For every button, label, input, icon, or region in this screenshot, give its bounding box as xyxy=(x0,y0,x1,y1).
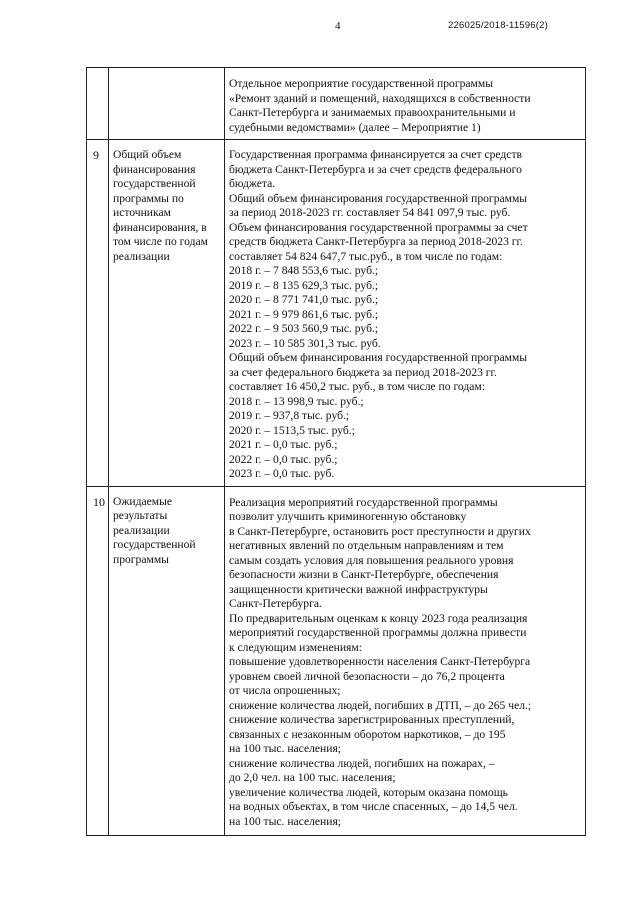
text-line: Государственная программа финансируется за счет средств xyxy=(229,148,522,161)
row-value xyxy=(225,487,585,836)
text-line: к следующим изменениям: xyxy=(229,640,362,654)
text-line: до 2,0 чел. на 100 тыс. населения; xyxy=(229,771,396,784)
text-line: на водных объектах, в том числе спасенных, – до 14,5 чел. xyxy=(229,800,518,813)
text-line: позволит улучшить криминогенную обстановку xyxy=(229,510,467,523)
text-line: повышение удовлетворенности населения Санкт-Петербурга xyxy=(229,655,531,668)
name-line: финансирования, в xyxy=(113,220,207,234)
text-line: 2021 г. – 9 979 861,6 тыс. руб.; xyxy=(229,307,379,321)
row-name xyxy=(109,68,224,82)
name-line: программы по xyxy=(113,191,184,205)
text-line: Санкт-Петербурга. xyxy=(229,597,322,610)
document-id: 226025/2018-11596(2) xyxy=(448,20,548,31)
name-line: программы xyxy=(113,552,169,566)
text-line: 2020 г. – 8 771 741,0 тыс. руб.; xyxy=(229,293,379,306)
row-number xyxy=(87,68,108,76)
name-line: источникам xyxy=(113,206,171,219)
text-line: «Ремонт зданий и помещений, находящихся в собственности xyxy=(229,91,531,105)
row-number: 10 xyxy=(93,494,105,509)
table-row xyxy=(87,140,586,487)
text-line: 2023 г. – 10 585 301,3 тыс. руб. xyxy=(229,336,381,350)
text-line: от числа опрошенных; xyxy=(229,684,341,697)
text-line: за период 2018-2023 гг. составляет 54 841 097,9 тыс. руб. xyxy=(229,206,511,219)
name-line: результаты xyxy=(113,509,168,522)
text-line: Отдельное мероприятие государственной программы xyxy=(229,77,494,90)
text-line: Объем финансирования государственной программы за счет xyxy=(229,220,528,234)
text-line: самым создать условия для повышения реального уровня xyxy=(229,553,514,567)
row-name-cell xyxy=(109,140,225,487)
row-value-cell xyxy=(225,486,586,836)
row-value xyxy=(225,140,585,486)
name-line: Ожидаемые xyxy=(113,494,173,508)
name-line: государственной xyxy=(113,177,196,190)
text-line: составляет 16 450,2 тыс. руб., в том числе по годам: xyxy=(229,380,485,393)
row-number-cell xyxy=(87,68,109,140)
program-passport-table xyxy=(86,67,586,836)
text-line: снижение количества людей, погибших на пожарах, – xyxy=(229,756,495,770)
text-line: 2019 г. – 937,8 тыс. руб.; xyxy=(229,409,350,422)
text-line: снижение количества зарегистрированных преступлений, xyxy=(229,713,515,726)
text-line: Санкт-Петербурга и занимаемых правоохранительными и xyxy=(229,106,516,119)
name-line: Общий объем xyxy=(113,148,182,161)
row-name-cell xyxy=(109,68,225,140)
text-line: снижение количества людей, погибших в ДТП, – до 265 чел.; xyxy=(229,698,532,712)
name-line: реализации xyxy=(113,523,170,537)
text-line: 2023 г. – 0,0 тыс. руб. xyxy=(229,467,335,480)
text-line: Общий объем финансирования государственной программы xyxy=(229,191,528,205)
text-line: 2019 г. – 8 135 629,3 тыс. руб.; xyxy=(229,278,379,292)
text-line: безопасности жизни в Санкт-Петербурге, обеспечения xyxy=(229,568,499,581)
text-line: связанных с незаконным оборотом наркотиков, – до 195 xyxy=(229,727,506,741)
page-number: 4 xyxy=(335,20,341,32)
text-line: 2022 г. – 0,0 тыс. руб.; xyxy=(229,452,338,466)
row-number-cell xyxy=(87,486,109,836)
text-line: защищенности критически важной инфраструктуры xyxy=(229,582,488,596)
row-name xyxy=(109,140,224,270)
text-line: бюджета Санкт-Петербурга и за счет средств федерального xyxy=(229,162,522,176)
text-line: уровнем своей личной безопасности – до 76,2 процента xyxy=(229,669,505,683)
text-line: за счет федерального бюджета за период 2018-2023 гг. xyxy=(229,365,497,379)
text-line: Общий объем финансирования государственной программы xyxy=(229,351,528,364)
row-number: 9 xyxy=(93,148,99,162)
text-line: бюджета. xyxy=(229,177,276,190)
row-name xyxy=(109,487,224,574)
text-line: 2018 г. – 7 848 553,6 тыс. руб.; xyxy=(229,264,379,277)
text-line: Реализация мероприятий государственной программы xyxy=(229,495,498,509)
row-value-cell xyxy=(225,140,586,487)
row-value-cell xyxy=(225,68,586,140)
text-line: на 100 тыс. населения; xyxy=(229,814,342,828)
text-line: 2020 г. – 1513,5 тыс. руб.; xyxy=(229,423,355,437)
row-number-cell xyxy=(87,140,109,487)
text-line: негативных явлений по отдельным направлениям и тем xyxy=(229,539,504,552)
name-line: реализации xyxy=(113,249,170,263)
text-line: 2022 г. – 9 503 560,9 тыс. руб.; xyxy=(229,322,379,335)
text-line: на 100 тыс. населения; xyxy=(229,742,342,755)
text-line: мероприятий государственной программы должна привести xyxy=(229,626,527,639)
text-line: 2018 г. – 13 998,9 тыс. руб.; xyxy=(229,394,364,408)
table-row xyxy=(87,68,586,140)
text-line: составляет 54 824 647,7 тыс.руб., в том числе по годам: xyxy=(229,249,503,263)
row-value xyxy=(225,68,585,139)
text-line: средств бюджета Санкт-Петербурга за период 2018-2023 гг. xyxy=(229,235,523,248)
text-line: 2021 г. – 0,0 тыс. руб.; xyxy=(229,438,338,451)
row-name-cell xyxy=(109,486,225,836)
name-line: финансирования xyxy=(113,162,196,176)
text-line: По предварительным оценкам к концу 2023 года реализация xyxy=(229,611,528,625)
text-line: судебными ведомствами» (далее – Мероприятие 1) xyxy=(229,120,481,134)
name-line: государственной xyxy=(113,538,196,551)
name-line: том числе по годам xyxy=(113,235,208,248)
text-line: увеличение количества людей, которым оказана помощь xyxy=(229,785,508,799)
table-row xyxy=(87,486,586,836)
text-line: в Санкт-Петербурге, остановить рост преступности и других xyxy=(229,524,531,538)
